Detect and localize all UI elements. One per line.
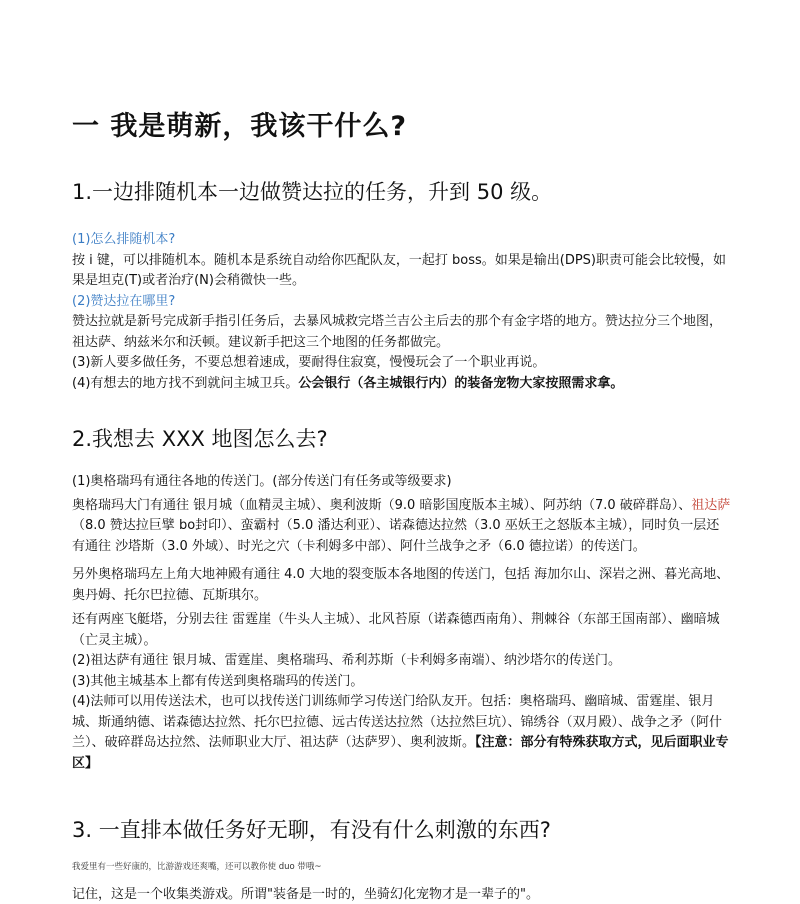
other-capitals: (3)其他主城基本上都有传送到奥格瑞玛的传送门。 [72,673,364,689]
tip-do-quests: (3)新人要多做任务，不要总想着速成，要耐得住寂寞，慢慢玩会了一个职业再说。 [72,355,546,370]
collection-game-note: 记住，这是一个收集类游戏。所谓"装备是一时的，坐骑幻化宠物才是一辈子的"。 [72,887,539,902]
orgrimmar-gate-portals [72,496,732,558]
portal-intro: (1)奥格瑞玛有通往各地的传送门。(部分传送门有任务或等级要求) [72,474,452,489]
section-2-heading: 2.我想去 XXX 地图怎么去? [72,427,328,451]
section-3-heading: 3. 一直排本做任务好无聊，有没有什么刺激的东西? [72,818,551,842]
mage-portals [72,692,732,774]
small-note: 我爱里有一些好康的，比游游戏还爽嘴，还可以教你使 duo 带哦~ [72,862,322,872]
question-zandalar: (2)赞达拉在哪里? [72,293,176,309]
section-1-heading: 1.一边排随机本一边做赞达拉的任务，升到 50 级。 [72,180,553,204]
orgrimmar-gate-text-2: （8.0 赞达拉巨擘 bo封印）、蛮霸村（5.0 潘达利亚）、诺森德达拉然（3.0 巫妖王之怒版本主城），同时负一层还有通往 沙塔斯（3.0 外域）、时光之穴（卡利姆多中部）、阿什兰战争之矛（6.0 德拉诺）的传送门。 [72,518,720,554]
tip-guards: (4)有想去的地方找不到就问主城卫兵。 [72,375,299,391]
zuldazar-portals: (2)祖达萨有通往 银月城、雷霆崖、奥格瑞玛、希利苏斯（卡利姆多南端）、纳沙塔尔的传送门。 [72,653,622,668]
mage-portals-text: (4)法师可以用传送法术，也可以找传送门训练师学习传送门给队友开。包括：奥格瑞玛、幽暗城、雷霆崖、银月城、斯通纳德、诺森德达拉然、托尔巴拉德、远古传送达拉然（达拉然巨坑）、锦绣谷（双月殿）、战争之矛（阿什兰）、破碎群岛达拉然、法师职业大厅、祖达萨（达萨罗）、奥利波斯。 [72,694,723,750]
mage-portals-note: 【注意：部分有特殊获取方式，见后面职业专区】 [72,735,729,771]
page-title: 一 我是萌新，我该干什么? [72,111,408,142]
section-2-body [72,472,732,774]
answer-zandalar: 赞达拉就是新号完成新手指引任务后，去暴风城救完塔兰吉公主后去的那个有金字塔的地方。赞达拉分三个地图，祖达萨、纳兹米尔和沃顿。建议新手把这三个地图的任务都做完。 [72,314,723,350]
answer-random-dungeon: 按 i 键，可以排随机本。随机本是系统自动给你匹配队友，一起打 boss。如果是输出(DPS)职责可能会比较慢，如果是坦克(T)或者治疗(N)会稍微快一些。 [72,252,727,288]
orgrimmar-gate-text-1: 奥格瑞玛大门有通往 银月城（血精灵主城）、奥利波斯（9.0 暗影国度版本主城）、阿苏纳（7.0 破碎群岛）、 [72,497,692,513]
zuldazar-highlight: 祖达萨 [691,497,731,513]
section-1-body [72,230,732,394]
tip-guards-and-bank [72,374,732,395]
question-random-dungeon: (1)怎么排随机本? [72,232,176,247]
earth-temple-portals: 另外奥格瑞玛左上角大地神殿有通往 4.0 大地的裂变版本各地图的传送门，包括 海加尔山、深岩之洲、暮光高地、奥丹姆、托尔巴拉德、瓦斯琪尔。 [72,567,730,603]
tip-guild-bank: 公会银行（各主城银行内）的装备宠物大家按照需求拿。 [298,375,624,391]
zeppelin-towers: 还有两座飞艇塔，分别去往 雷霆崖（牛头人主城）、北风苔原（诺森德西南角）、荆棘谷（东部王国南部）、幽暗城（亡灵主城）。 [72,612,720,648]
